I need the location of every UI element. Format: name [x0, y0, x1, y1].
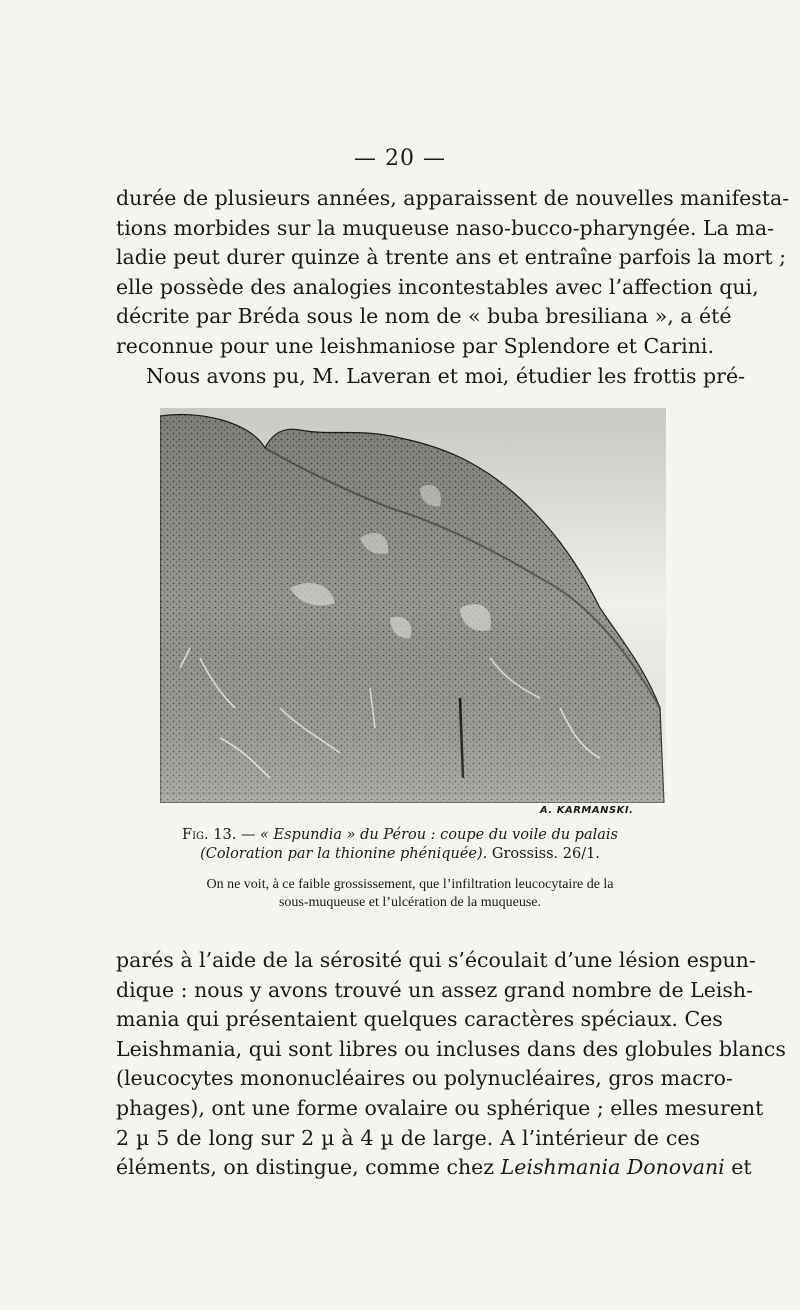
text-line: durée de plusieurs années, apparaissent de nouvelles manifesta- — [116, 186, 790, 210]
text-line: mania qui présentaient quelques caractères spéciaux. Ces — [116, 1007, 723, 1032]
text-line: reconnue pour une leishmaniose par Splendore et Carini. — [116, 333, 715, 358]
note-line: On ne voit, à ce faible grossissement, que l’infiltration leucocytaire de la — [206, 877, 614, 892]
tissue-section-illustration — [160, 408, 666, 803]
species-name: Leishmania Donovani — [500, 1155, 725, 1180]
text-line: parés à l’aide de la sérosité qui s’écoulait d’une lésion espun- — [116, 948, 756, 972]
text-line — [116, 1153, 752, 1183]
caption-label: Fig. 13. — — [182, 827, 256, 843]
text-line: ladie peut durer quinze à trente ans et entraîne parfois la mort ; — [116, 245, 786, 270]
paragraph-2 — [116, 946, 786, 1183]
caption-staining: (Coloration par la thionine phéniquée). — [200, 846, 488, 862]
figure-caption — [130, 826, 670, 864]
text-line: (leucocytes mononucléaires ou polynucléaires, gros macro- — [116, 1066, 733, 1091]
caption-title: « Espundia » du Pérou : coupe du voile du palais — [260, 827, 618, 843]
figure-note — [120, 876, 700, 912]
artist-signature: A. KARMANSKI. — [540, 805, 634, 816]
caption-magnification: Grossiss. 26/1. — [491, 846, 600, 862]
line-end: et — [731, 1155, 752, 1180]
text-line: Nous avons pu, M. Laveran et moi, étudier les frottis pré- — [146, 363, 746, 388]
text-line: Leishmania, qui sont libres ou incluses dans des globules blancs — [116, 1036, 786, 1061]
text-line: phages), ont une forme ovalaire ou sphérique ; elles mesurent — [116, 1095, 764, 1120]
page-number: — 20 — — [354, 146, 446, 171]
text-line: 2 µ 5 de long sur 2 µ à 4 µ de large. A l’intérieur de ces — [116, 1125, 700, 1150]
note-line: sous-muqueuse et l’ulcération de la muqueuse. — [278, 895, 542, 910]
text-line: elle possède des analogies incontestables avec l’affection qui, — [116, 274, 759, 299]
text-line: dique : nous y avons trouvé un assez grand nombre de Leish- — [116, 977, 754, 1002]
histology-figure — [160, 408, 666, 803]
paragraph-1 — [116, 184, 790, 391]
line-start: éléments, on distingue, comme chez — [116, 1155, 495, 1180]
text-line: décrite par Bréda sous le nom de « buba bresiliana », a été — [116, 304, 732, 329]
text-line: tions morbides sur la muqueuse naso-bucco-pharyngée. La ma- — [116, 215, 774, 240]
